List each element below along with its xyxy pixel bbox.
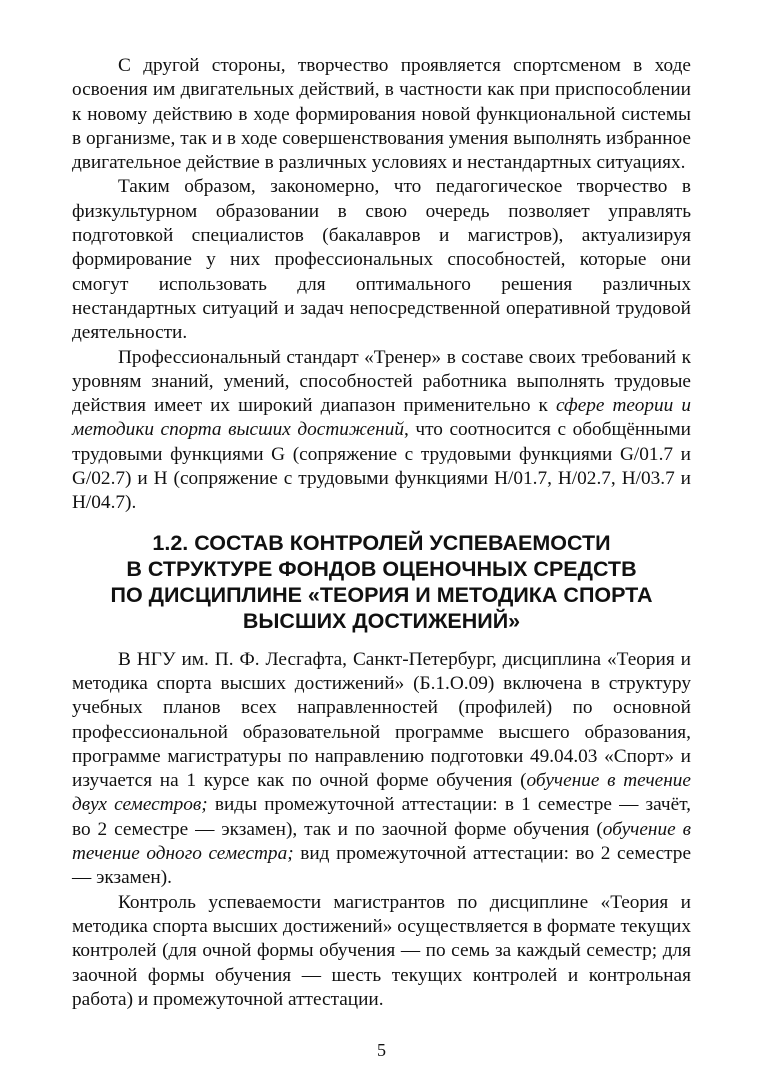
paragraph-text: , что соотносится с обобщёнными трудовыми функциями G (сопряжение с трудовыми функциями G/01.7 и G/02.7) и H (сопряжение с трудовыми функциями H/01.7, H/02.7, H/03.7 и H/04.7). — [72, 419, 691, 514]
section-heading-line: В СТРУКТУРЕ ФОНДОВ ОЦЕНОЧНЫХ СРЕДСТВ — [126, 556, 637, 581]
section-heading — [72, 530, 691, 634]
paragraph: Таким образом, закономерно, что педагогическое творчество в физкультурном образовании в свою очередь позволяет управлять подготовкой специалистов (бакалавров и магистров), актуализируя формирование у них профессиональных способностей, которые они смогут использовать для оптимального решения различных нестандартных ситуаций и задач непосредственной оперативной трудовой деятельности. — [72, 176, 691, 344]
italic-phrase: обучение в течение двух семестров; — [72, 770, 691, 816]
paragraph-text: вид промежуточной аттестации: во 2 семестре — экзамен). — [72, 843, 692, 889]
paragraph — [72, 346, 691, 516]
section-heading-line: ВЫСШИХ ДОСТИЖЕНИЙ» — [242, 608, 521, 633]
page-number: 5 — [377, 1040, 386, 1060]
paragraph: С другой стороны, творчество проявляется спортсменом в ходе освоения им двигательных действий, в частности как при приспособлении к новому действию в ходе формирования новой функциональной системы в организме, так и в ходе совершенствования умения выполнять избранное двигательное действие в различных условиях и нестандартных ситуациях. — [72, 55, 691, 174]
paragraph: Контроль успеваемости магистрантов по дисциплине «Теория и методика спорта высших достижений» осуществляется в формате текущих контролей (для очной формы обучения — по семь за каждый семестр; для заочной формы обучения — шесть текущих контролей и контрольная работа) и промежуточной аттестации. — [72, 891, 691, 1010]
italic-phrase: сфере теории и методики спорта высших достижений — [72, 395, 691, 441]
section-number: 1.2. — [152, 530, 189, 555]
paragraph-text: Профессиональный стандарт «Тренер» в составе своих требований к уровням знаний, умений, способностей работника выполнять трудовые действия имеет их широкий диапазон применительно к — [72, 346, 691, 417]
paragraph-text: В НГУ им. П. Ф. Лесгафта, Санкт-Петербург, дисциплина «Теория и методика спорта высших достижений» (Б.1.О.09) включена в структуру учебных планов всех направленностей (профилей) по основной профессиональной образовательной программе высшего образования, программе магистратуры по направлению подготовки 49.04.03 «Спорт» и изучается на 1 курсе как по очной форме обучения ( — [72, 648, 691, 792]
italic-phrase: обучение в течение одного семестра; — [72, 818, 691, 865]
section-heading-line: 1.2. СОСТАВ КОНТРОЛЕЙ УСПЕВАЕМОСТИ — [152, 530, 611, 555]
paragraph — [72, 648, 691, 891]
paragraph-text: виды промежуточной аттестации: в 1 семестре — зачёт, во 2 семестре — экзамен), так и по заочной форме обучения ( — [72, 794, 691, 840]
section-heading-line: ПО ДИСЦИПЛИНЕ «ТЕОРИЯ И МЕТОДИКА СПОРТА — [110, 582, 653, 607]
